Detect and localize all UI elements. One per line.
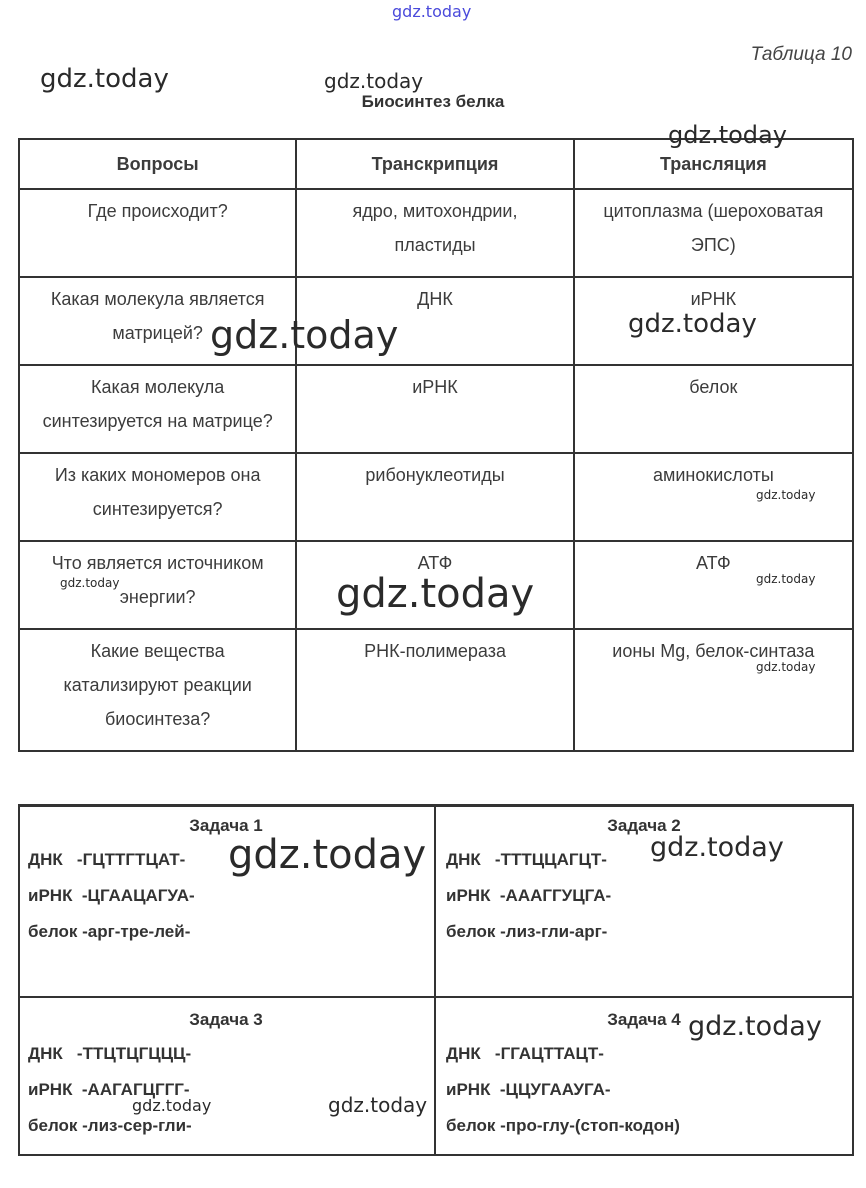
question-cell: Какие вещества катализируют реакции биосинтеза? bbox=[19, 629, 296, 751]
watermark: gdz.today bbox=[336, 571, 535, 617]
translation-cell: белок bbox=[574, 365, 853, 453]
mrna-line: иРНК -ААГАГЦГГГ- bbox=[28, 1080, 190, 1099]
transcription-cell: рибонуклеотиды bbox=[296, 453, 573, 541]
dna-line: ДНК -ГГАЦТТАЦТ- bbox=[446, 1044, 604, 1063]
translation-cell: ионы Mg, белок-синтаза bbox=[574, 629, 853, 751]
watermark: gdz.today bbox=[668, 121, 787, 149]
transcription-cell: ДНК bbox=[296, 277, 573, 365]
task-title: Задача 3 bbox=[189, 1010, 263, 1029]
task-title: Задача 4 bbox=[607, 1010, 681, 1029]
header-transcription: Транскрипция bbox=[296, 139, 573, 189]
biosynthesis-table bbox=[18, 138, 854, 752]
question-cell: Какая молекула синтезируется на матрице? bbox=[19, 365, 296, 453]
header-questions: Вопросы bbox=[19, 139, 296, 189]
protein-line: белок -про-глу-(стоп-кодон) bbox=[446, 1116, 680, 1135]
mrna-line: иРНК -ЦГААЦАГУА- bbox=[28, 886, 195, 905]
translation-cell: АТФ bbox=[574, 541, 853, 629]
watermark: gdz.today bbox=[210, 313, 399, 357]
question-cell: Из каких мономеров она синтезируется? bbox=[19, 453, 296, 541]
watermark: gdz.today bbox=[324, 69, 424, 93]
watermark: gdz.today bbox=[756, 488, 816, 502]
watermark: gdz.today bbox=[328, 1093, 428, 1117]
table-title: Биосинтез белка bbox=[361, 92, 505, 111]
translation-cell: иРНК bbox=[574, 277, 853, 365]
question-cell: Где происходит? bbox=[19, 189, 296, 277]
question-cell: Что является источником энергии? bbox=[19, 541, 296, 629]
protein-line: белок -арг-тре-лей- bbox=[28, 922, 191, 941]
task-title: Задача 1 bbox=[189, 816, 263, 835]
watermark: gdz.today bbox=[688, 1011, 822, 1042]
protein-line: белок -лиз-гли-арг- bbox=[446, 922, 608, 941]
task-2 bbox=[436, 804, 852, 994]
table-label: Таблица 10 bbox=[750, 44, 852, 65]
table-row bbox=[19, 453, 853, 541]
mrna-line: иРНК -АААГГУЦГА- bbox=[446, 886, 612, 905]
question-cell: Какая молекула является матрицей? bbox=[19, 277, 296, 365]
watermark: gdz.today bbox=[756, 572, 816, 586]
watermark: gdz.today bbox=[40, 64, 169, 94]
dna-line: ДНК -ГЦТТГТЦАТ- bbox=[28, 850, 186, 869]
watermark: gdz.today bbox=[132, 1096, 212, 1115]
watermark: gdz.today bbox=[228, 832, 427, 878]
mrna-line: иРНК -ЦЦУГААУГА- bbox=[446, 1080, 611, 1099]
watermark: gdz.today bbox=[392, 2, 472, 21]
transcription-cell: РНК-полимераза bbox=[296, 629, 573, 751]
transcription-cell: АТФ bbox=[296, 541, 573, 629]
table-row bbox=[19, 629, 853, 751]
watermark: gdz.today bbox=[60, 576, 120, 590]
watermark: gdz.today bbox=[628, 309, 757, 339]
watermark: gdz.today bbox=[756, 660, 816, 674]
dna-line: ДНК -ТТТЦЦАГЦТ- bbox=[446, 850, 607, 869]
protein-line: белок -лиз-сер-гли- bbox=[28, 1116, 192, 1135]
task-title: Задача 2 bbox=[607, 816, 681, 835]
table-row bbox=[19, 189, 853, 277]
transcription-cell: ядро, митохондрии, пластиды bbox=[296, 189, 573, 277]
watermark: gdz.today bbox=[650, 832, 784, 863]
transcription-cell: иРНК bbox=[296, 365, 573, 453]
table-row bbox=[19, 365, 853, 453]
dna-line: ДНК -ТТЦТЦГЦЦЦ- bbox=[28, 1044, 192, 1063]
translation-cell: аминокислоты bbox=[574, 453, 853, 541]
header-translation: Трансляция bbox=[574, 139, 853, 189]
translation-cell: цитоплазма (шероховатая ЭПС) bbox=[574, 189, 853, 277]
